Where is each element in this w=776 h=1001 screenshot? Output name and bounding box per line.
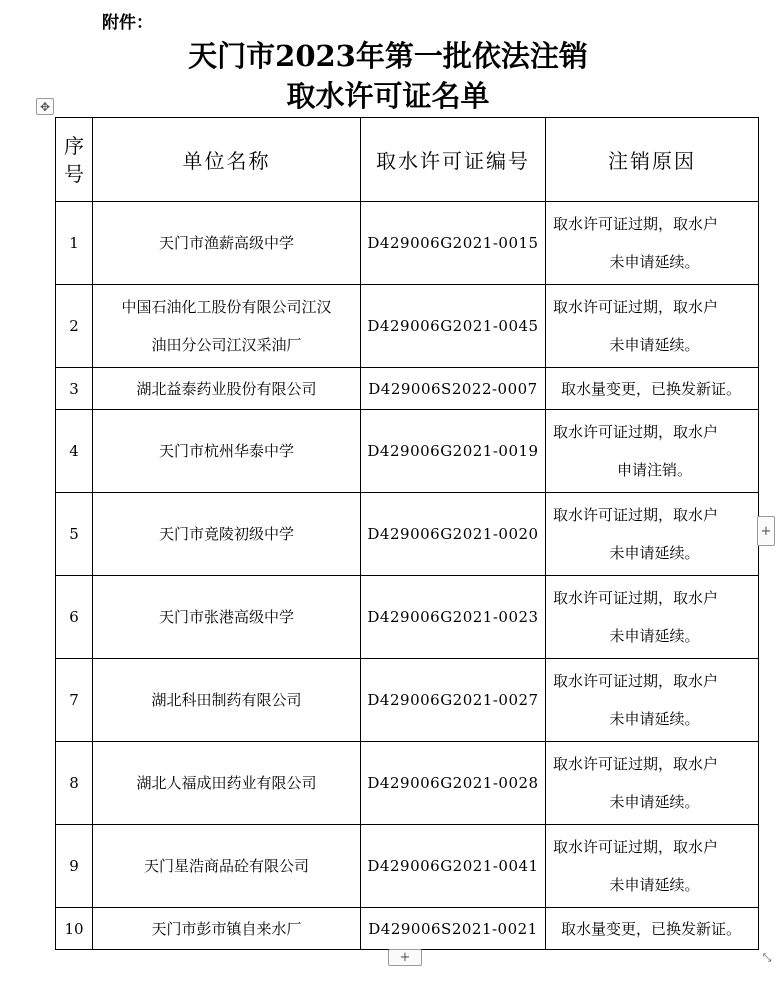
cell-unit-name [93, 368, 361, 410]
cell-unit-name [93, 202, 361, 285]
plus-icon: + [760, 523, 772, 539]
cell-permit-no: D429006G2021-0028 [361, 742, 546, 825]
table-row [56, 908, 759, 950]
cell-unit-name [93, 908, 361, 950]
cell-reason [546, 410, 759, 493]
cell-reason [546, 202, 759, 285]
unit-name-line1: 天门星浩商品砼有限公司 [143, 857, 309, 875]
reason-line1: 取水量变更，已换发新证。 [560, 919, 741, 938]
cell-reason [546, 576, 759, 659]
cell-permit-no: D429006G2021-0020 [361, 493, 546, 576]
reason-line2: 未申请延续。 [609, 876, 700, 894]
reason-line1: 取水许可证过期，取水户 [553, 506, 719, 524]
table-row [56, 825, 759, 908]
table-row [56, 659, 759, 742]
unit-name-line1: 天门市杭州华泰中学 [158, 442, 294, 460]
cell-reason [546, 493, 759, 576]
table-header-row [56, 118, 759, 202]
unit-name-line1: 天门市竟陵初级中学 [158, 525, 294, 543]
reason-line1: 取水许可证过期，取水户 [553, 589, 719, 607]
table-row [56, 576, 759, 659]
unit-name-line1: 天门市渔薪高级中学 [158, 234, 294, 252]
unit-name-line1: 湖北人福成田药业有限公司 [136, 774, 317, 792]
move-icon: ✥ [39, 99, 51, 114]
cell-unit-name [93, 742, 361, 825]
cell-seq: 4 [56, 410, 93, 493]
reason-line2: 未申请延续。 [609, 710, 700, 728]
cell-reason [546, 659, 759, 742]
cell-reason [546, 285, 759, 368]
cell-permit-no: D429006S2021-0021 [361, 908, 546, 950]
reason-line1: 取水量变更，已换发新证。 [560, 379, 741, 398]
cell-seq: 1 [56, 202, 93, 285]
reason-line1: 取水许可证过期，取水户 [553, 423, 719, 441]
unit-name-line1: 天门市彭市镇自来水厂 [151, 919, 302, 938]
reason-line1: 取水许可证过期，取水户 [553, 838, 719, 856]
cell-seq: 7 [56, 659, 93, 742]
cell-reason [546, 825, 759, 908]
reason-line1: 取水许可证过期，取水户 [553, 755, 719, 773]
header-unit-name: 单位名称 [93, 118, 361, 202]
header-seq-line2: 号 [64, 161, 84, 186]
reason-line1: 取水许可证过期，取水户 [553, 672, 719, 690]
cell-permit-no: D429006G2021-0015 [361, 202, 546, 285]
reason-line2: 未申请延续。 [609, 253, 700, 271]
cell-unit-name [93, 825, 361, 908]
header-permit-no: 取水许可证编号 [361, 118, 546, 202]
table-row [56, 202, 759, 285]
title-line-1: 天门市2023年第一批依法注销 [188, 39, 588, 73]
plus-icon: + [399, 950, 411, 965]
header-reason: 注销原因 [546, 118, 759, 202]
cell-permit-no: D429006G2021-0027 [361, 659, 546, 742]
cell-reason [546, 742, 759, 825]
cell-seq: 10 [56, 908, 93, 950]
reason-line2: 未申请延续。 [609, 336, 700, 354]
resize-icon: ⤡ [762, 950, 772, 964]
reason-line1: 取水许可证过期，取水户 [553, 215, 719, 233]
cell-permit-no: D429006G2021-0041 [361, 825, 546, 908]
cell-permit-no: D429006G2021-0023 [361, 576, 546, 659]
cell-unit-name [93, 285, 361, 368]
table-row [56, 410, 759, 493]
cell-seq: 3 [56, 368, 93, 410]
reason-line2: 未申请延续。 [609, 544, 700, 562]
table-row [56, 493, 759, 576]
cell-reason [546, 908, 759, 950]
header-seq-line1: 序 [64, 133, 84, 158]
unit-name-line1: 中国石油化工股份有限公司江汉 [121, 298, 332, 316]
header-seq [56, 118, 93, 202]
cell-seq: 8 [56, 742, 93, 825]
cell-permit-no: D429006S2022-0007 [361, 368, 546, 410]
add-column-button[interactable] [757, 516, 775, 546]
table-row [56, 368, 759, 410]
attachment-label: 附件： [102, 13, 153, 33]
unit-name-line1: 湖北科田制药有限公司 [151, 691, 302, 709]
cell-seq: 2 [56, 285, 93, 368]
cell-seq: 5 [56, 493, 93, 576]
unit-name-line1: 天门市张港高级中学 [158, 608, 294, 626]
document-title [0, 36, 776, 116]
table-move-handle[interactable] [36, 98, 54, 115]
cell-seq: 9 [56, 825, 93, 908]
table-resize-handle[interactable] [758, 949, 776, 966]
table-row [56, 285, 759, 368]
cell-seq: 6 [56, 576, 93, 659]
cell-unit-name [93, 493, 361, 576]
cell-permit-no: D429006G2021-0045 [361, 285, 546, 368]
reason-line2: 未申请延续。 [609, 627, 700, 645]
unit-name-line1: 湖北益泰药业股份有限公司 [136, 379, 317, 398]
cell-unit-name [93, 410, 361, 493]
cell-unit-name [93, 659, 361, 742]
permit-table [55, 117, 759, 950]
cell-unit-name [93, 576, 361, 659]
reason-line1: 取水许可证过期，取水户 [553, 298, 719, 316]
table-body [56, 202, 759, 950]
unit-name-line2: 油田分公司江汉采油厂 [151, 336, 302, 354]
add-row-button[interactable] [388, 949, 422, 966]
cell-permit-no: D429006G2021-0019 [361, 410, 546, 493]
reason-line2: 未申请延续。 [609, 793, 700, 811]
title-line-2: 取水许可证名单 [286, 79, 490, 113]
reason-line2: 申请注销。 [616, 461, 692, 479]
table-row [56, 742, 759, 825]
cell-reason [546, 368, 759, 410]
